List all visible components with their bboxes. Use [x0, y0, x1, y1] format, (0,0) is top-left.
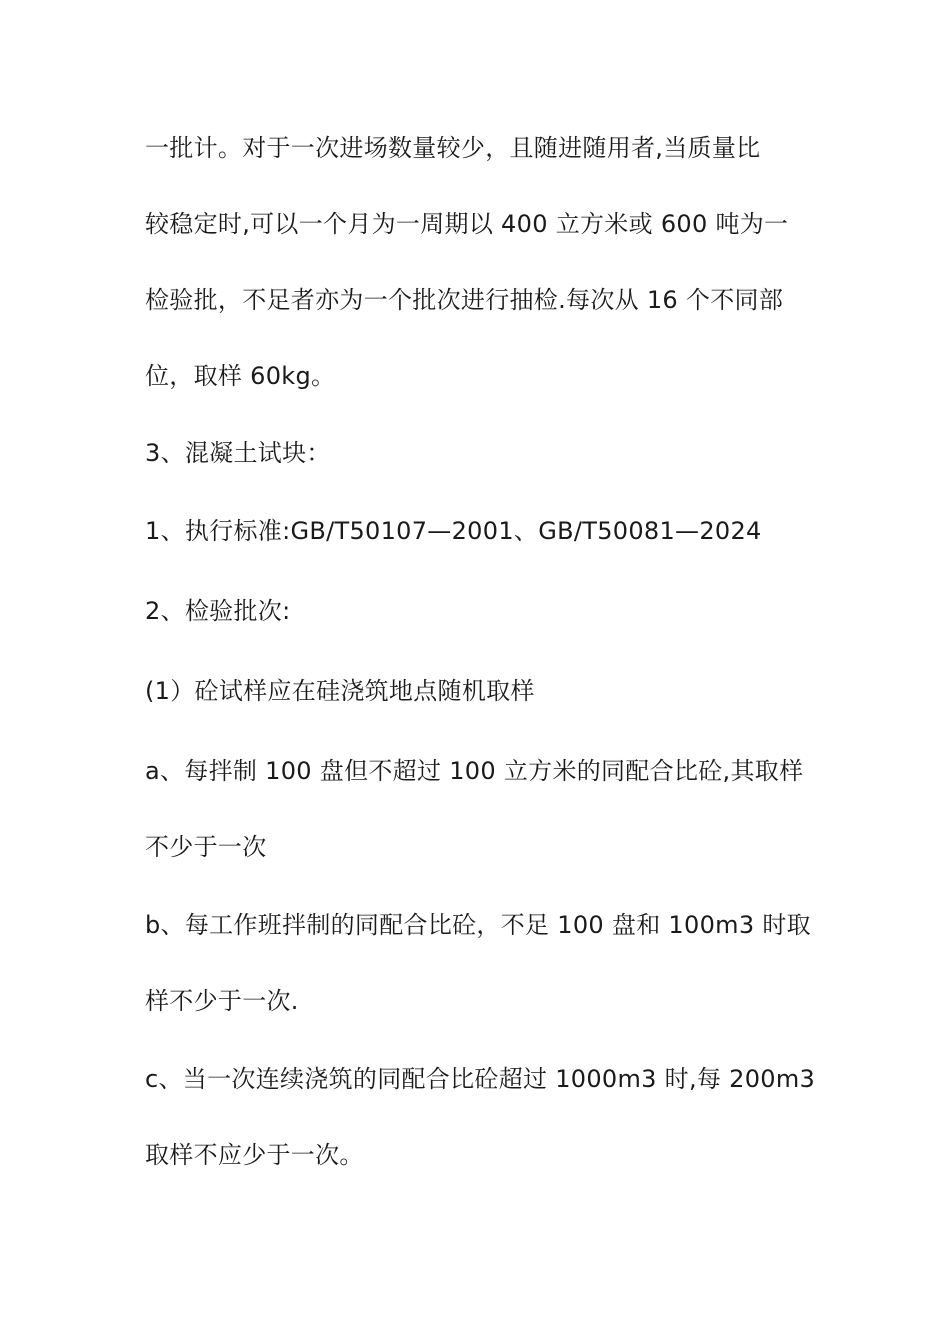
paragraph-line: 位，取样 60kg。: [145, 362, 336, 390]
list-item: a、每拌制 100 盘但不超过 100 立方米的同配合比砼,其取样: [145, 757, 804, 785]
subsection-heading: 2、检验批次:: [145, 597, 291, 625]
paragraph-line: 检验批，不足者亦为一个批次进行抽检.每次从 16 个不同部: [145, 286, 784, 314]
paragraph-line: 较稳定时,可以一个月为一周期以 400 立方米或 600 吨为一: [145, 210, 789, 238]
list-item-continuation: 样不少于一次.: [145, 987, 299, 1015]
paragraph-line: 一批计。对于一次进场数量较少，且随进随用者,当质量比: [145, 134, 761, 162]
standard-line: 1、执行标准:GB/T50107—2001、GB/T50081—2024: [145, 517, 762, 545]
list-item: b、每工作班拌制的同配合比砼，不足 100 盘和 100m3 时取: [145, 911, 811, 939]
list-item-continuation: 取样不应少于一次。: [145, 1141, 364, 1169]
list-item: c、当一次连续浇筑的同配合比砼超过 1000m3 时,每 200m3: [145, 1065, 816, 1093]
list-item: (1）砼试样应在硅浇筑地点随机取样: [145, 677, 535, 705]
section-heading: 3、混凝土试块：: [145, 439, 331, 467]
list-item-continuation: 不少于一次: [145, 833, 267, 861]
